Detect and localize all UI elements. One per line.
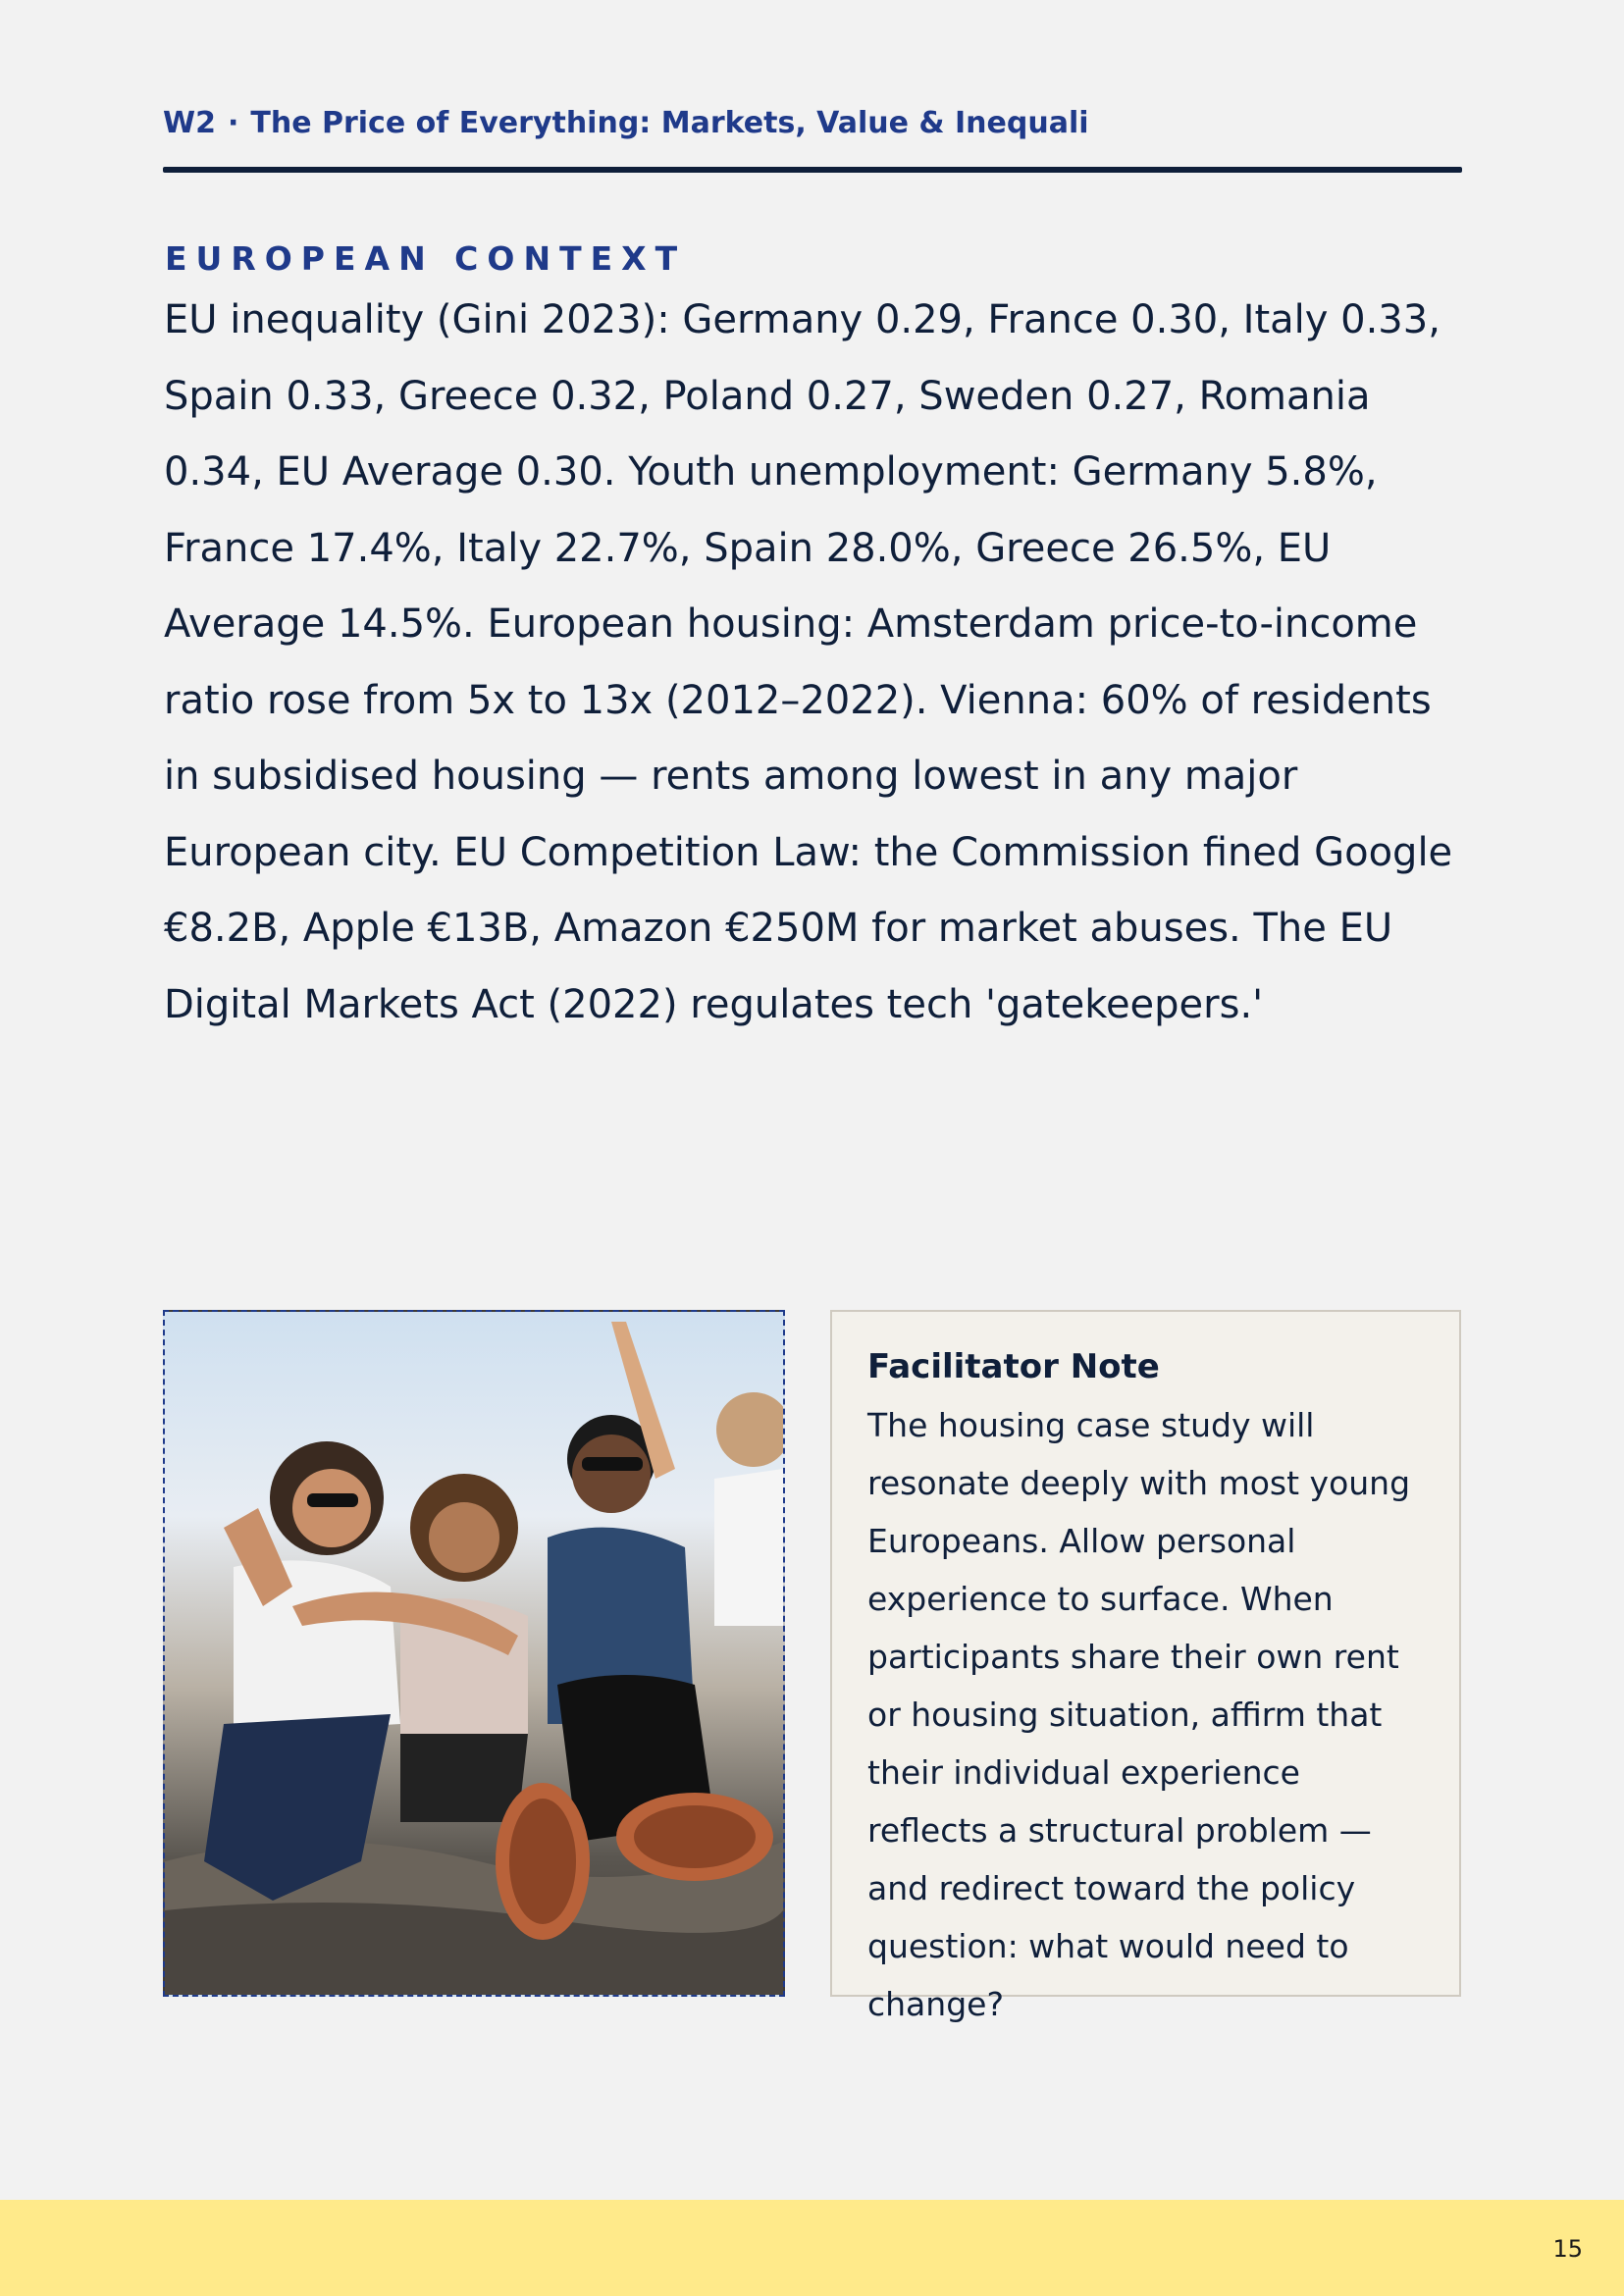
- facilitator-note: [830, 1310, 1461, 2023]
- running-header: [163, 106, 1462, 140]
- header-separator: ·: [227, 106, 239, 140]
- header-title: The Price of Everything: Markets, Value & Inequali: [250, 106, 1089, 140]
- note-title: Facilitator Note: [867, 1347, 1160, 1386]
- section-label: EUROPEAN CONTEXT: [165, 239, 687, 278]
- header-rule: [163, 167, 1462, 173]
- section-body: EU inequality (Gini 2023): Germany 0.29, France 0.30, Italy 0.33, Spain 0.33, Greece 0.32, Poland 0.27, Sweden 0.27, Romania 0.34, EU Average 0.30. Youth unemployment: Germany 5.8%, France 17.4%, Italy 22.7%, Spain 28.0%, Greece 26.5%, EU Average 14.5%. European housing: Amsterdam price-to-income ratio rose from 5x to 13x (2012–2022). Vienna: 60% of residents in subsidised housing — rents among lowest in any major European city. EU Competition Law: the Commission fined Google €8.2B, Apple €13B, Amazon €250M for market abuses. The EU Digital Markets Act (2022) regulates tech 'gatekeepers.': [164, 297, 1453, 1027]
- note-text: The housing case study will resonate deeply with most young Europeans. Allow personal experience to surface. When participants share their own rent or housing situation, affirm that their individual experience reflects a structural problem — and redirect toward the policy question: what would need to change?: [867, 1406, 1411, 2023]
- group-photo: [163, 1310, 785, 1997]
- page-footer: [0, 2200, 1624, 2296]
- page-number: 15: [1552, 2235, 1583, 2263]
- photo-illustration: [165, 1312, 783, 1995]
- week-code: W2: [163, 106, 216, 140]
